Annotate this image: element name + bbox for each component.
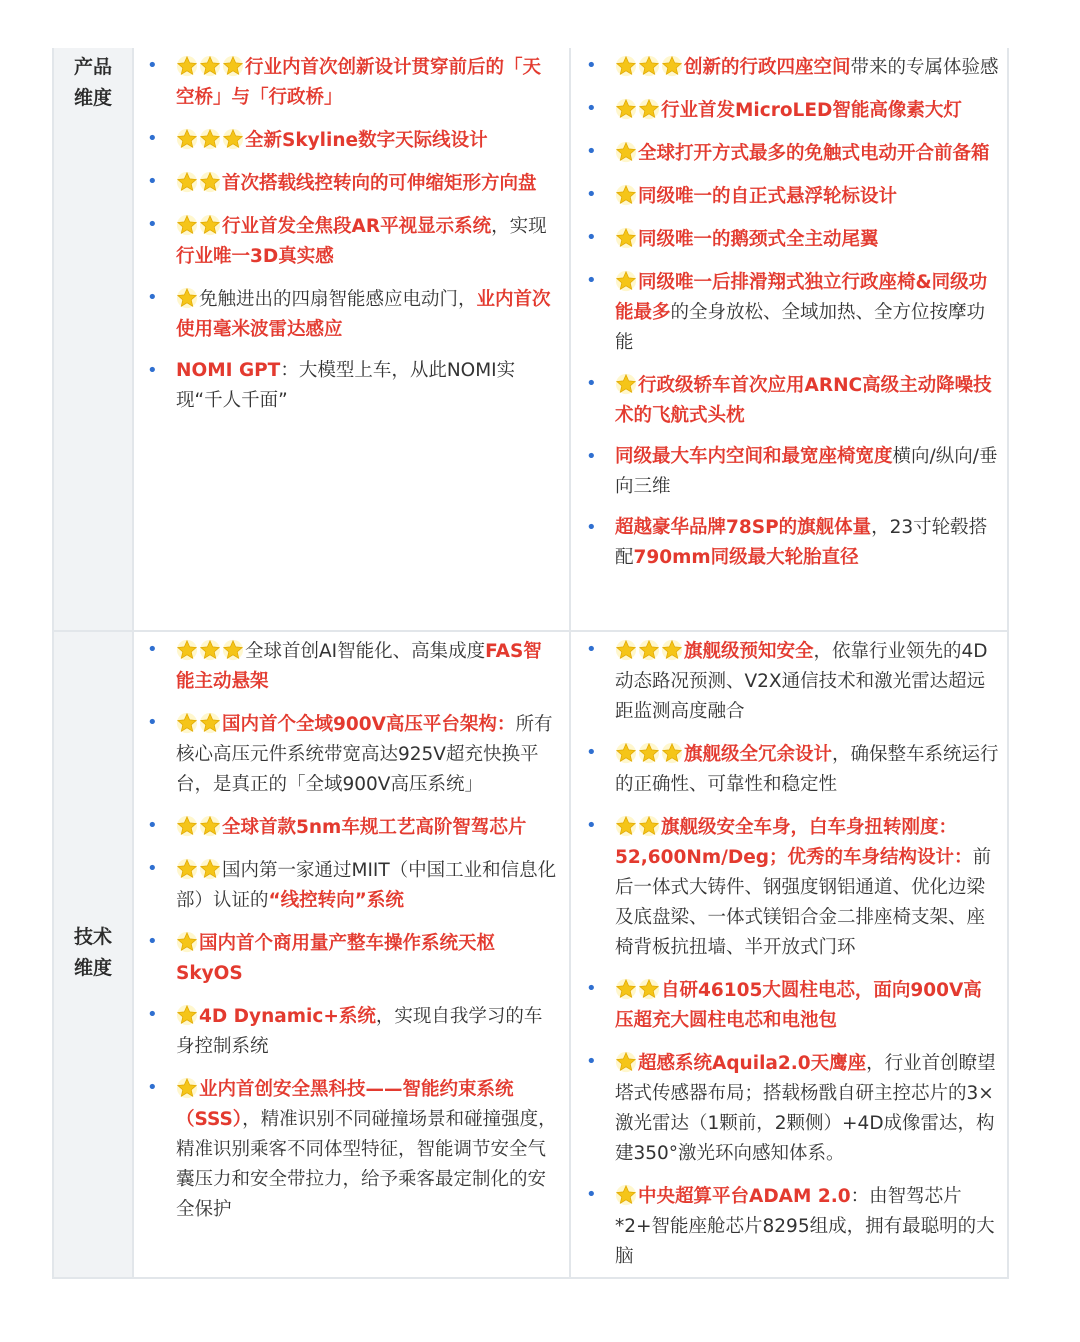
row-label-line: 维度 — [73, 957, 112, 979]
product-right-list — [585, 51, 999, 584]
star-icon — [615, 1184, 637, 1206]
list-item — [146, 708, 558, 800]
star-icon — [615, 141, 637, 163]
body-text: 的全身放松、全域加热、全方位按摩功能 — [615, 302, 986, 353]
body-text: 横向/纵向/垂向三维 — [615, 446, 998, 497]
highlight-text: 790mm同级最大轮胎直径 — [633, 547, 859, 568]
bullet-icon: • — [147, 639, 158, 660]
list-item — [146, 811, 558, 843]
row-label-product — [54, 52, 132, 114]
star-icon — [176, 858, 198, 880]
star-icon — [638, 978, 660, 1000]
star-icon — [199, 712, 221, 734]
highlight-text: 超越豪华品牌78SP的旗舰体量 — [615, 517, 872, 538]
highlight-text: 旗舰级全冗余设计 — [684, 744, 833, 765]
highlight-text: 行政级轿车首次应用ARNC高级主动降噪技术的飞航式头枕 — [615, 375, 992, 426]
list-item — [146, 356, 558, 416]
highlight-text: FAS智能主动悬架 — [176, 641, 542, 692]
star-icon — [199, 858, 221, 880]
bullet-icon: • — [147, 858, 158, 879]
star-icon — [615, 639, 637, 661]
bullet-icon: • — [586, 639, 597, 660]
bullet-icon: • — [586, 227, 597, 248]
body-text: ，依靠行业领先的4D动态路况预测、V2X通信技术和激光雷达超远距监测高度融合 — [615, 641, 988, 722]
star-icon — [222, 639, 244, 661]
star-icon — [661, 639, 683, 661]
list-item — [585, 223, 999, 255]
body-text: ，实现 — [491, 216, 547, 237]
list-item — [585, 94, 999, 126]
highlight-text: 行业唯一3D真实感 — [176, 246, 334, 267]
list-item — [146, 1073, 558, 1225]
tech-left-list — [146, 635, 558, 1236]
list-item — [585, 266, 999, 358]
highlight-text: 全新Skyline数字天际线设计 — [245, 130, 488, 151]
body-text: ，实现自我学习的车身控制系统 — [176, 1006, 543, 1057]
row-label-line: 技术 — [73, 926, 112, 948]
bullet-icon: • — [147, 360, 158, 381]
highlight-text: 行业内首次创新设计贯穿前后的「天空桥」与「行政桥」 — [176, 57, 542, 108]
tech-right-column — [571, 632, 1009, 1277]
star-icon — [615, 98, 637, 120]
body-text: 国内第一家通过MIIT（中国工业和信息化部）认证的 — [176, 860, 557, 911]
star-icon — [615, 978, 637, 1000]
star-icon — [222, 55, 244, 77]
product-right-column — [571, 48, 1009, 630]
highlight-text: 国内首个全域900V高压平台架构： — [222, 714, 516, 735]
list-item — [585, 180, 999, 212]
highlight-text: 行业首发MicroLED智能高像素大灯 — [661, 100, 962, 121]
product-left-column — [132, 48, 571, 630]
star-icon — [615, 270, 637, 292]
list-item — [146, 167, 558, 199]
body-text: 所有核心高压元件系统带宽高达925V超充快换平台，是真正的「全域900V高压系统」 — [176, 714, 553, 795]
list-item — [585, 974, 999, 1036]
list-item — [585, 137, 999, 169]
highlight-text: 同级唯一的自正式悬浮轮标设计 — [638, 186, 898, 207]
highlight-text: 全球首款5nm车规工艺高阶智驾芯片 — [222, 817, 527, 838]
highlight-text: “线控转向”系统 — [268, 890, 404, 911]
star-icon — [199, 55, 221, 77]
bullet-icon: • — [586, 978, 597, 999]
bullet-icon: • — [586, 517, 597, 538]
highlight-text: 自研46105大圆柱电芯，面向900V高压超充大圆柱电芯和电池包 — [615, 980, 982, 1031]
list-item — [146, 283, 558, 345]
star-icon — [176, 931, 198, 953]
highlight-text: 旗舰级预知安全 — [684, 641, 814, 662]
star-icon — [176, 1004, 198, 1026]
highlight-text: 同级唯一的鹅颈式全主动尾翼 — [638, 229, 879, 250]
body-text: ：大模型上车，从此NOMI实现“千人千面” — [176, 360, 516, 411]
star-icon — [176, 171, 198, 193]
body-text: ，23寸轮毂搭配 — [615, 517, 988, 568]
list-item — [146, 927, 558, 989]
bullet-icon: • — [586, 141, 597, 162]
tech-left-column — [132, 632, 571, 1277]
star-icon — [638, 815, 660, 837]
star-icon — [176, 55, 198, 77]
bullet-icon: • — [586, 98, 597, 119]
bullet-icon: • — [586, 1184, 597, 1205]
highlight-text: NOMI GPT — [176, 360, 281, 381]
list-item — [146, 124, 558, 156]
star-icon — [638, 98, 660, 120]
star-icon — [615, 742, 637, 764]
star-icon — [638, 55, 660, 77]
list-item — [585, 513, 999, 573]
star-icon — [661, 55, 683, 77]
body-text: 带来的专属体验感 — [850, 57, 999, 78]
bullet-icon: • — [147, 128, 158, 149]
body-text: ，确保整车系统运行的正确性、可靠性和稳定性 — [615, 744, 999, 795]
row-label-line: 维度 — [73, 87, 112, 109]
bullet-icon: • — [586, 446, 597, 467]
highlight-text: 国内首个商用量产整车操作系统天枢SkyOS — [176, 933, 496, 984]
highlight-text: 同级最大车内空间和最宽座椅宽度 — [615, 446, 893, 467]
bullet-icon: • — [586, 55, 597, 76]
body-text: ：由智驾芯片*2+智能座舱芯片8295组成，拥有最聪明的大脑 — [615, 1186, 995, 1267]
list-item — [146, 51, 558, 113]
bullet-icon: • — [147, 815, 158, 836]
body-text: ，行业首创瞭望塔式传感器布局；搭载杨戬自研主控芯片的3×激光雷达（1颗前，2颗侧）+4D成像雷达，构建350°激光环向感知体系。 — [615, 1053, 996, 1164]
bullet-icon: • — [586, 270, 597, 291]
star-icon — [176, 214, 198, 236]
body-text: 前后一体式大铸件、钢强度钢铝通道、优化边梁及底盘梁、一体式镁铝合金二排座椅支架、座椅背板抗扭墙、半开放式门环 — [615, 847, 992, 958]
star-icon — [199, 214, 221, 236]
row-label-tech — [54, 922, 132, 984]
highlight-text: 中央超算平台ADAM 2.0 — [638, 1186, 851, 1207]
body-text: 全球首创AI智能化、高集成度 — [245, 641, 486, 662]
list-item — [585, 1047, 999, 1169]
bullet-icon: • — [586, 815, 597, 836]
list-item — [146, 210, 558, 272]
row-label-cell — [52, 48, 134, 630]
bullet-icon: • — [147, 55, 158, 76]
star-icon — [199, 128, 221, 150]
body-text: ，精准识别不同碰撞场景和碰撞强度，精准识别乘客不同体型特征，智能调节安全气囊压力和安全带拉力，给予乘客最定制化的安全保护 — [176, 1109, 557, 1220]
tech-right-list — [585, 635, 999, 1283]
star-icon — [176, 128, 198, 150]
highlight-text: 业内首创安全黑科技——智能约束系统（SSS） — [176, 1079, 514, 1130]
list-item — [585, 442, 999, 502]
list-item — [585, 1180, 999, 1272]
bullet-icon: • — [147, 931, 158, 952]
star-icon — [199, 815, 221, 837]
star-icon — [638, 639, 660, 661]
highlight-text: 旗舰级安全车身，白车身扭转刚度：52,600Nm/Deg；优秀的车身结构设计： — [615, 817, 973, 868]
body-text: 免触进出的四扇智能感应电动门， — [199, 289, 477, 310]
bullet-icon: • — [147, 171, 158, 192]
table-row-tech — [52, 632, 1009, 1279]
star-icon — [176, 639, 198, 661]
highlight-text: 4D Dynamic+系统 — [199, 1006, 376, 1027]
highlight-text: 首次搭载线控转向的可伸缩矩形方向盘 — [222, 173, 537, 194]
highlight-text: 超感系统Aquila2.0天鹰座 — [638, 1053, 867, 1074]
list-item — [146, 1000, 558, 1062]
bullet-icon: • — [147, 287, 158, 308]
star-icon — [638, 742, 660, 764]
highlight-text: 全球打开方式最多的免触式电动开合前备箱 — [638, 143, 990, 164]
bullet-icon: • — [147, 712, 158, 733]
star-icon — [615, 55, 637, 77]
star-icon — [661, 742, 683, 764]
star-icon — [176, 1077, 198, 1099]
highlight-text: 行业首发全焦段AR平视显示系统 — [222, 216, 492, 237]
bullet-icon: • — [147, 1077, 158, 1098]
bullet-icon: • — [147, 214, 158, 235]
bullet-icon: • — [586, 742, 597, 763]
star-icon — [615, 1051, 637, 1073]
highlight-text: 同级唯一后排滑翔式独立行政座椅&同级功能最多 — [615, 272, 988, 323]
row-label-line: 产品 — [73, 56, 112, 78]
bullet-icon: • — [147, 1004, 158, 1025]
star-icon — [176, 287, 198, 309]
product-left-list — [146, 51, 558, 427]
list-item — [146, 635, 558, 697]
bullet-icon: • — [586, 373, 597, 394]
star-icon — [176, 712, 198, 734]
star-icon — [176, 815, 198, 837]
star-icon — [222, 128, 244, 150]
star-icon — [615, 227, 637, 249]
star-icon — [615, 373, 637, 395]
list-item — [585, 51, 999, 83]
highlight-text: 创新的行政四座空间 — [684, 57, 851, 78]
feature-table — [52, 48, 1009, 1279]
star-icon — [199, 171, 221, 193]
row-label-cell — [52, 632, 134, 1277]
list-item — [585, 738, 999, 800]
list-item — [585, 811, 999, 963]
list-item — [585, 369, 999, 431]
table-row-product — [52, 48, 1009, 632]
star-icon — [199, 639, 221, 661]
list-item — [585, 635, 999, 727]
bullet-icon: • — [586, 1051, 597, 1072]
star-icon — [615, 184, 637, 206]
highlight-text: 业内首次使用毫米波雷达感应 — [176, 289, 551, 340]
star-icon — [615, 815, 637, 837]
bullet-icon: • — [586, 184, 597, 205]
list-item — [146, 854, 558, 916]
